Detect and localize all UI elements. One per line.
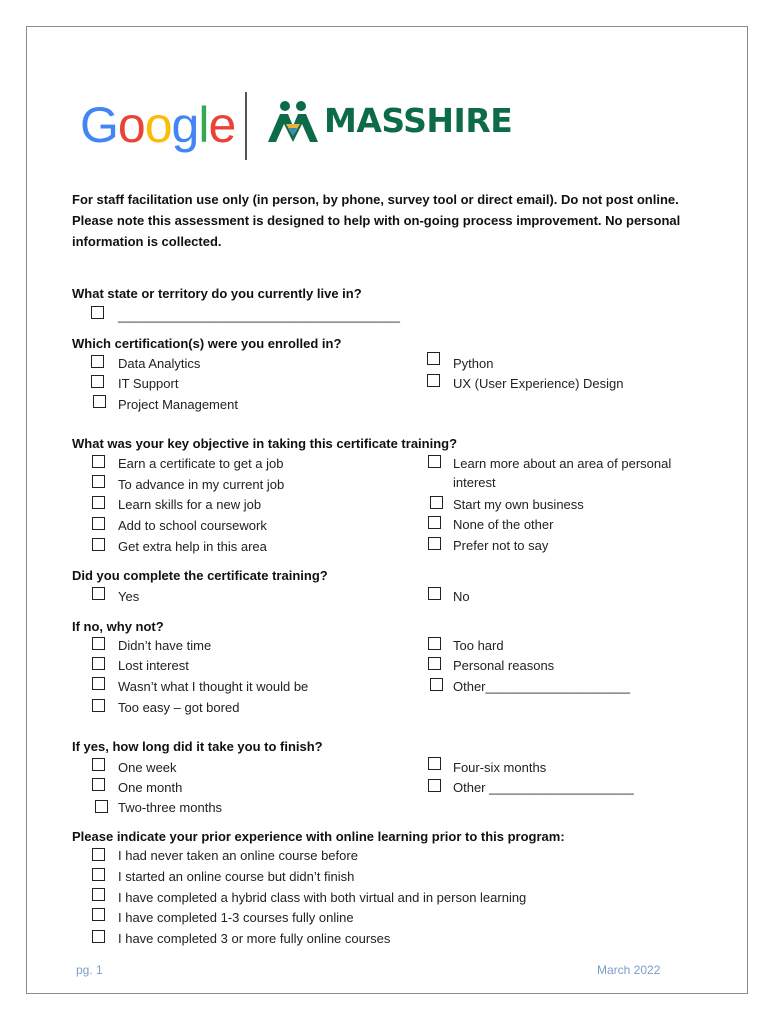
checkbox-none-of-other[interactable] xyxy=(428,516,441,529)
checkbox-learn-more[interactable] xyxy=(428,455,441,468)
question-certification: Which certification(s) were you enrolled in? xyxy=(72,336,342,351)
checkbox-completed-no[interactable] xyxy=(428,587,441,600)
checkbox-one-week[interactable] xyxy=(92,758,105,771)
option-four-six-months: Four-six months xyxy=(453,760,547,775)
google-logo: Google xyxy=(80,97,236,153)
checkbox-completed-yes[interactable] xyxy=(92,587,105,600)
question-duration: If yes, how long did it take you to finish? xyxy=(72,739,323,754)
option-python: Python xyxy=(453,356,494,371)
checkbox-hybrid-class[interactable] xyxy=(92,888,105,901)
option-hybrid-class: I have completed a hybrid class with both virtual and in person learning xyxy=(118,890,527,905)
masshire-logo-text: MASSHIRE xyxy=(324,101,513,140)
checkbox-personal-reasons[interactable] xyxy=(428,657,441,670)
option-three-plus-courses: I have completed 3 or more fully online courses xyxy=(118,931,391,946)
checkbox-four-six-months[interactable] xyxy=(428,757,441,770)
checkbox-lost-interest[interactable] xyxy=(92,657,105,670)
option-why-other[interactable]: Other____________________ xyxy=(453,679,631,694)
option-none-of-other: None of the other xyxy=(453,517,554,532)
option-advance-job: To advance in my current job xyxy=(118,477,285,492)
checkbox-two-three-months[interactable] xyxy=(95,800,108,813)
checkbox-ux-design[interactable] xyxy=(427,374,440,387)
question-objective: What was your key objective in taking this certificate training? xyxy=(72,436,458,451)
option-lost-interest: Lost interest xyxy=(118,658,189,673)
option-no-time: Didn’t have time xyxy=(118,638,212,653)
option-two-three-months: Two-three months xyxy=(118,800,223,815)
question-state: What state or territory do you currently live in? xyxy=(72,286,362,301)
checkbox-python[interactable] xyxy=(427,352,440,365)
checkbox-own-business[interactable] xyxy=(430,496,443,509)
option-extra-help: Get extra help in this area xyxy=(118,539,267,554)
checkbox-duration-other[interactable] xyxy=(428,779,441,792)
option-completed-no: No xyxy=(453,589,470,604)
option-data-analytics: Data Analytics xyxy=(118,356,201,371)
option-prefer-not-say: Prefer not to say xyxy=(453,538,549,553)
option-not-expected: Wasn’t what I thought it would be xyxy=(118,679,309,694)
checkbox-no-time[interactable] xyxy=(92,637,105,650)
checkbox-extra-help[interactable] xyxy=(92,538,105,551)
option-one-three-courses: I have completed 1-3 courses fully online xyxy=(118,910,354,925)
masshire-logo-icon xyxy=(266,100,320,144)
option-it-support: IT Support xyxy=(118,376,179,391)
checkbox-never-online[interactable] xyxy=(92,848,105,861)
option-ux-design: UX (User Experience) Design xyxy=(453,376,624,391)
checkbox-new-job-skills[interactable] xyxy=(92,496,105,509)
option-own-business: Start my own business xyxy=(453,497,584,512)
page-number: pg. 1 xyxy=(76,963,103,977)
question-prior-experience: Please indicate your prior experience with online learning prior to this program: xyxy=(72,829,565,844)
option-earn-certificate: Earn a certificate to get a job xyxy=(118,456,284,471)
checkbox-it-support[interactable] xyxy=(91,375,104,388)
state-checkbox[interactable] xyxy=(91,306,104,319)
option-too-easy: Too easy – got bored xyxy=(118,700,240,715)
checkbox-project-management[interactable] xyxy=(93,395,106,408)
option-one-week: One week xyxy=(118,760,177,775)
option-one-month: One month xyxy=(118,780,183,795)
checkbox-started-not-finished[interactable] xyxy=(92,868,105,881)
checkbox-one-month[interactable] xyxy=(92,778,105,791)
checkbox-one-three-courses[interactable] xyxy=(92,908,105,921)
state-blank-line[interactable]: _______________________________________ xyxy=(118,308,400,323)
option-started-not-finished: I started an online course but didn’t finish xyxy=(118,869,355,884)
checkbox-data-analytics[interactable] xyxy=(91,355,104,368)
checkbox-too-easy[interactable] xyxy=(92,699,105,712)
checkbox-advance-job[interactable] xyxy=(92,475,105,488)
option-learn-more-continued: interest xyxy=(453,475,496,490)
option-duration-other[interactable]: Other ____________________ xyxy=(453,780,634,795)
question-why-not: If no, why not? xyxy=(72,619,164,634)
checkbox-not-expected[interactable] xyxy=(92,677,105,690)
option-new-job-skills: Learn skills for a new job xyxy=(118,497,262,512)
checkbox-earn-certificate[interactable] xyxy=(92,455,105,468)
checkbox-too-hard[interactable] xyxy=(428,637,441,650)
option-never-online: I had never taken an online course before xyxy=(118,848,358,863)
option-personal-reasons: Personal reasons xyxy=(453,658,555,673)
checkbox-school-coursework[interactable] xyxy=(92,517,105,530)
checkbox-three-plus-courses[interactable] xyxy=(92,930,105,943)
option-too-hard: Too hard xyxy=(453,638,504,653)
footer-date: March 2022 xyxy=(597,963,661,977)
logo-divider xyxy=(245,92,247,160)
option-project-management: Project Management xyxy=(118,397,238,412)
checkbox-why-other[interactable] xyxy=(430,678,443,691)
staff-use-note: For staff facilitation use only (in person, by phone, survey tool or direct email). Do not post online. Please note this assessment is designed to help with on-going process improvement. No personal information is collected. xyxy=(72,192,681,249)
checkbox-prefer-not-say[interactable] xyxy=(428,537,441,550)
option-learn-more: Learn more about an area of personal xyxy=(453,456,672,471)
question-completed: Did you complete the certificate training? xyxy=(72,568,328,583)
option-completed-yes: Yes xyxy=(118,589,140,604)
option-school-coursework: Add to school coursework xyxy=(118,518,267,533)
